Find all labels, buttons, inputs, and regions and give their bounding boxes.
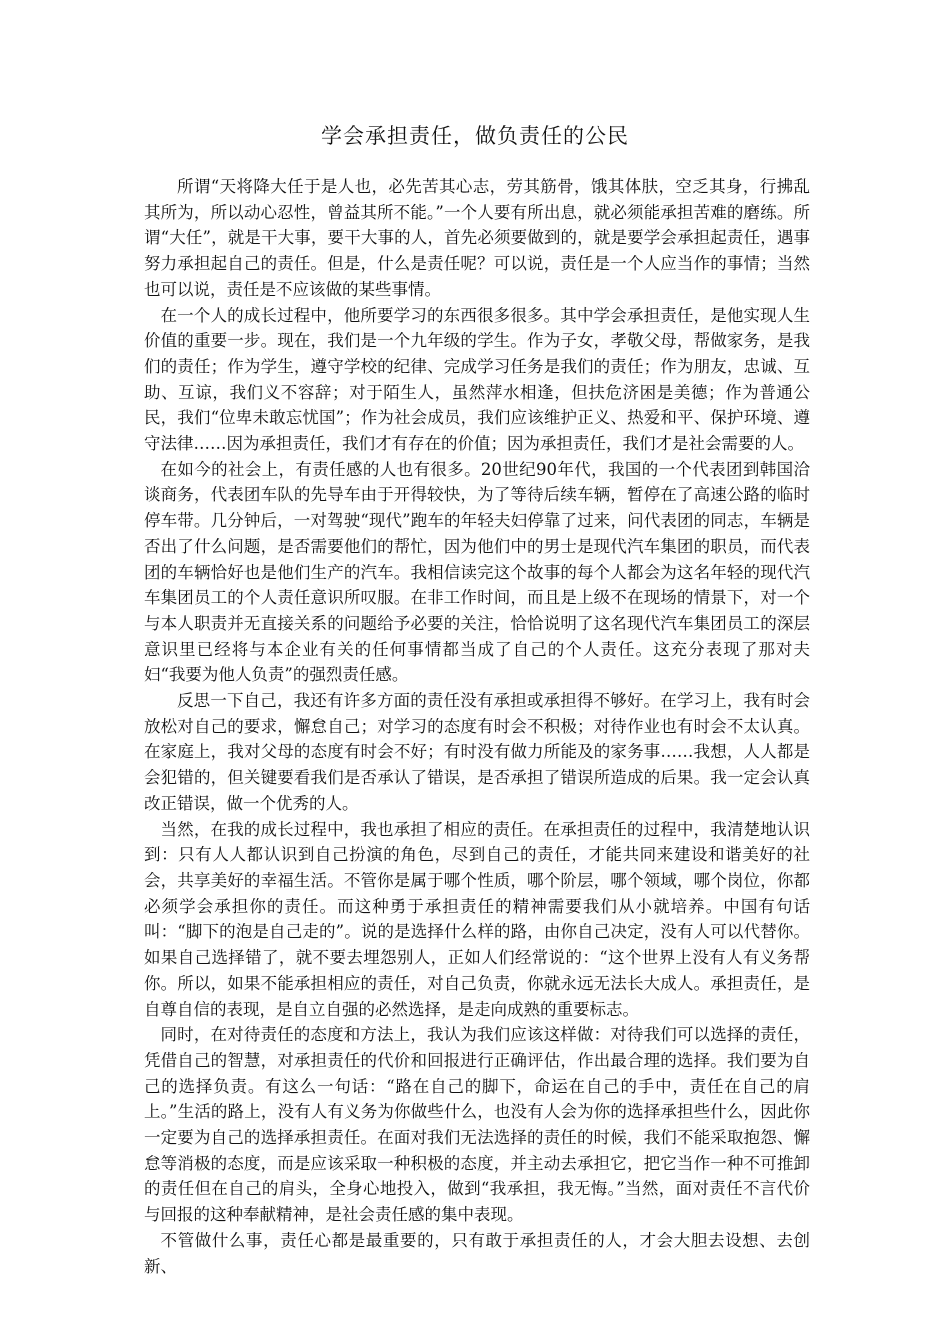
document-title: 学会承担责任，做负责任的公民 [321, 124, 629, 148]
paragraph-6: 同时，在对待责任的态度和方法上，我认为我们应该这样做：对待我们可以选择的责任，凭借自己的智慧，对承担责任的代价和回报进行正确评估，作出最合理的选择。我们要为自己的选择负责。有这么一句话：“路在自己的脚下，命运在自己的手中，责任在自己的肩上。”生活的路上，没有人有义务为你做些什么，也没有人会为你的选择承担些什么，因此你一定要为自己的选择承担责任。在面对我们无法选择的责任的时候，我们不能采取抱怨、懈怠等消极的态度，而是应该采取一种积极的态度，并主动去承担它，把它当作一种不可推卸的责任但在自己的肩头，全身心地投入，做到“我承担，我无悔。”当然，面对责任不言代价与回报的这种奉献精神，是社会责任感的集中表现。 [144, 1025, 810, 1225]
document-body [144, 174, 810, 1279]
paragraph-3: 在如今的社会上，有责任感的人也有很多。20世纪90年代，我国的一个代表团到韩国洽谈商务，代表团车队的先导车由于开得较快，为了等待后续车辆，暂停在了高速公路的临时停车带。几分钟后，一对驾驶“现代”跑车的年轻夫妇停靠了过来，问代表团的同志，车辆是否出了什么问题，是否需要他们的帮忙，因为他们中的男士是现代汽车集团的职员，而代表团的车辆恰好也是他们生产的汽车。我相信读完这个故事的每个人都会为这名年轻的现代汽车集团员工的个人责任意识所叹服。在非工作时间，而且是上级不在现场的情景下，对一个与本人职责并无直接关系的问题给予必要的关注，恰恰说明了这名现代汽车集团员工的深层意识里已经将与本企业有关的任何事情都当成了自己的个人责任。这充分表现了那对夫妇“我要为他人负责”的强烈责任感。 [144, 459, 810, 685]
paragraph-4: 反思一下自己，我还有许多方面的责任没有承担或承担得不够好。在学习上，我有时会放松对自己的要求，懈怠自己；对学习的态度有时会不积极；对待作业也有时会不太认真。在家庭上，我对父母的态度有时会不好；有时没有做力所能及的家务事……我想，人人都是会犯错的，但关键要看我们是否承认了错误，是否承担了错误所造成的后果。我一定会认真改正错误，做一个优秀的人。 [144, 691, 810, 813]
paragraph-2: 在一个人的成长过程中，他所要学习的东西很多很多。其中学会承担责任，是他实现人生价值的重要一步。现在，我们是一个九年级的学生。作为子女，孝敬父母，帮做家务，是我们的责任；作为学生，遵守学校的纪律、完成学习任务是我们的责任；作为朋友，忠诚、互助、互谅，我们义不容辞；对于陌生人，虽然萍水相逢，但扶危济困是美德；作为普通公民，我们“位卑未敢忘忧国”；作为社会成员，我们应该维护正义、热爱和平、保护环境、遵守法律……因为承担责任，我们才有存在的价值；因为承担责任，我们才是社会需要的人。 [144, 305, 810, 454]
paragraph-1: 所谓“天将降大任于是人也，必先苦其心志，劳其筋骨，饿其体肤，空乏其身，行拂乱其所为，所以动心忍性，曾益其所不能。”一个人要有所出息，就必须能承担苦难的磨练。所谓“大任”，就是干大事，要干大事的人，首先必须要做到的，就是要学会承担起责任，遇事努力承担起自己的责任。但是，什么是责任呢？可以说，责任是一个人应当作的事情；当然也可以说，责任是不应该做的某些事情。 [144, 177, 810, 299]
paragraph-7: 不管做什么事，责任心都是最重要的，只有敢于承担责任的人，才会大胆去设想、去创新、 [144, 1230, 810, 1276]
paragraph-5: 当然，在我的成长过程中，我也承担了相应的责任。在承担责任的过程中，我清楚地认识到：只有人人都认识到自己扮演的角色，尽到自己的责任，才能共同来建设和谐美好的社会，共享美好的幸福生活。不管你是属于哪个性质，哪个阶层，哪个领域，哪个岗位，你都必须学会承担你的责任。而这种勇于承担责任的精神需要我们从小就培养。中国有句话叫：“脚下的泡是自己走的”。说的是选择什么样的路，由你自己决定，没有人可以代替你。如果自己选择错了，就不要去埋怨别人，正如人们经常说的：“这个世界上没有人有义务帮你。所以，如果不能承担相应的责任，对自己负责，你就永远无法长大成人。承担责任，是自尊自信的表现，是自立自强的必然选择，是走向成熟的重要标志。 [144, 819, 810, 1019]
